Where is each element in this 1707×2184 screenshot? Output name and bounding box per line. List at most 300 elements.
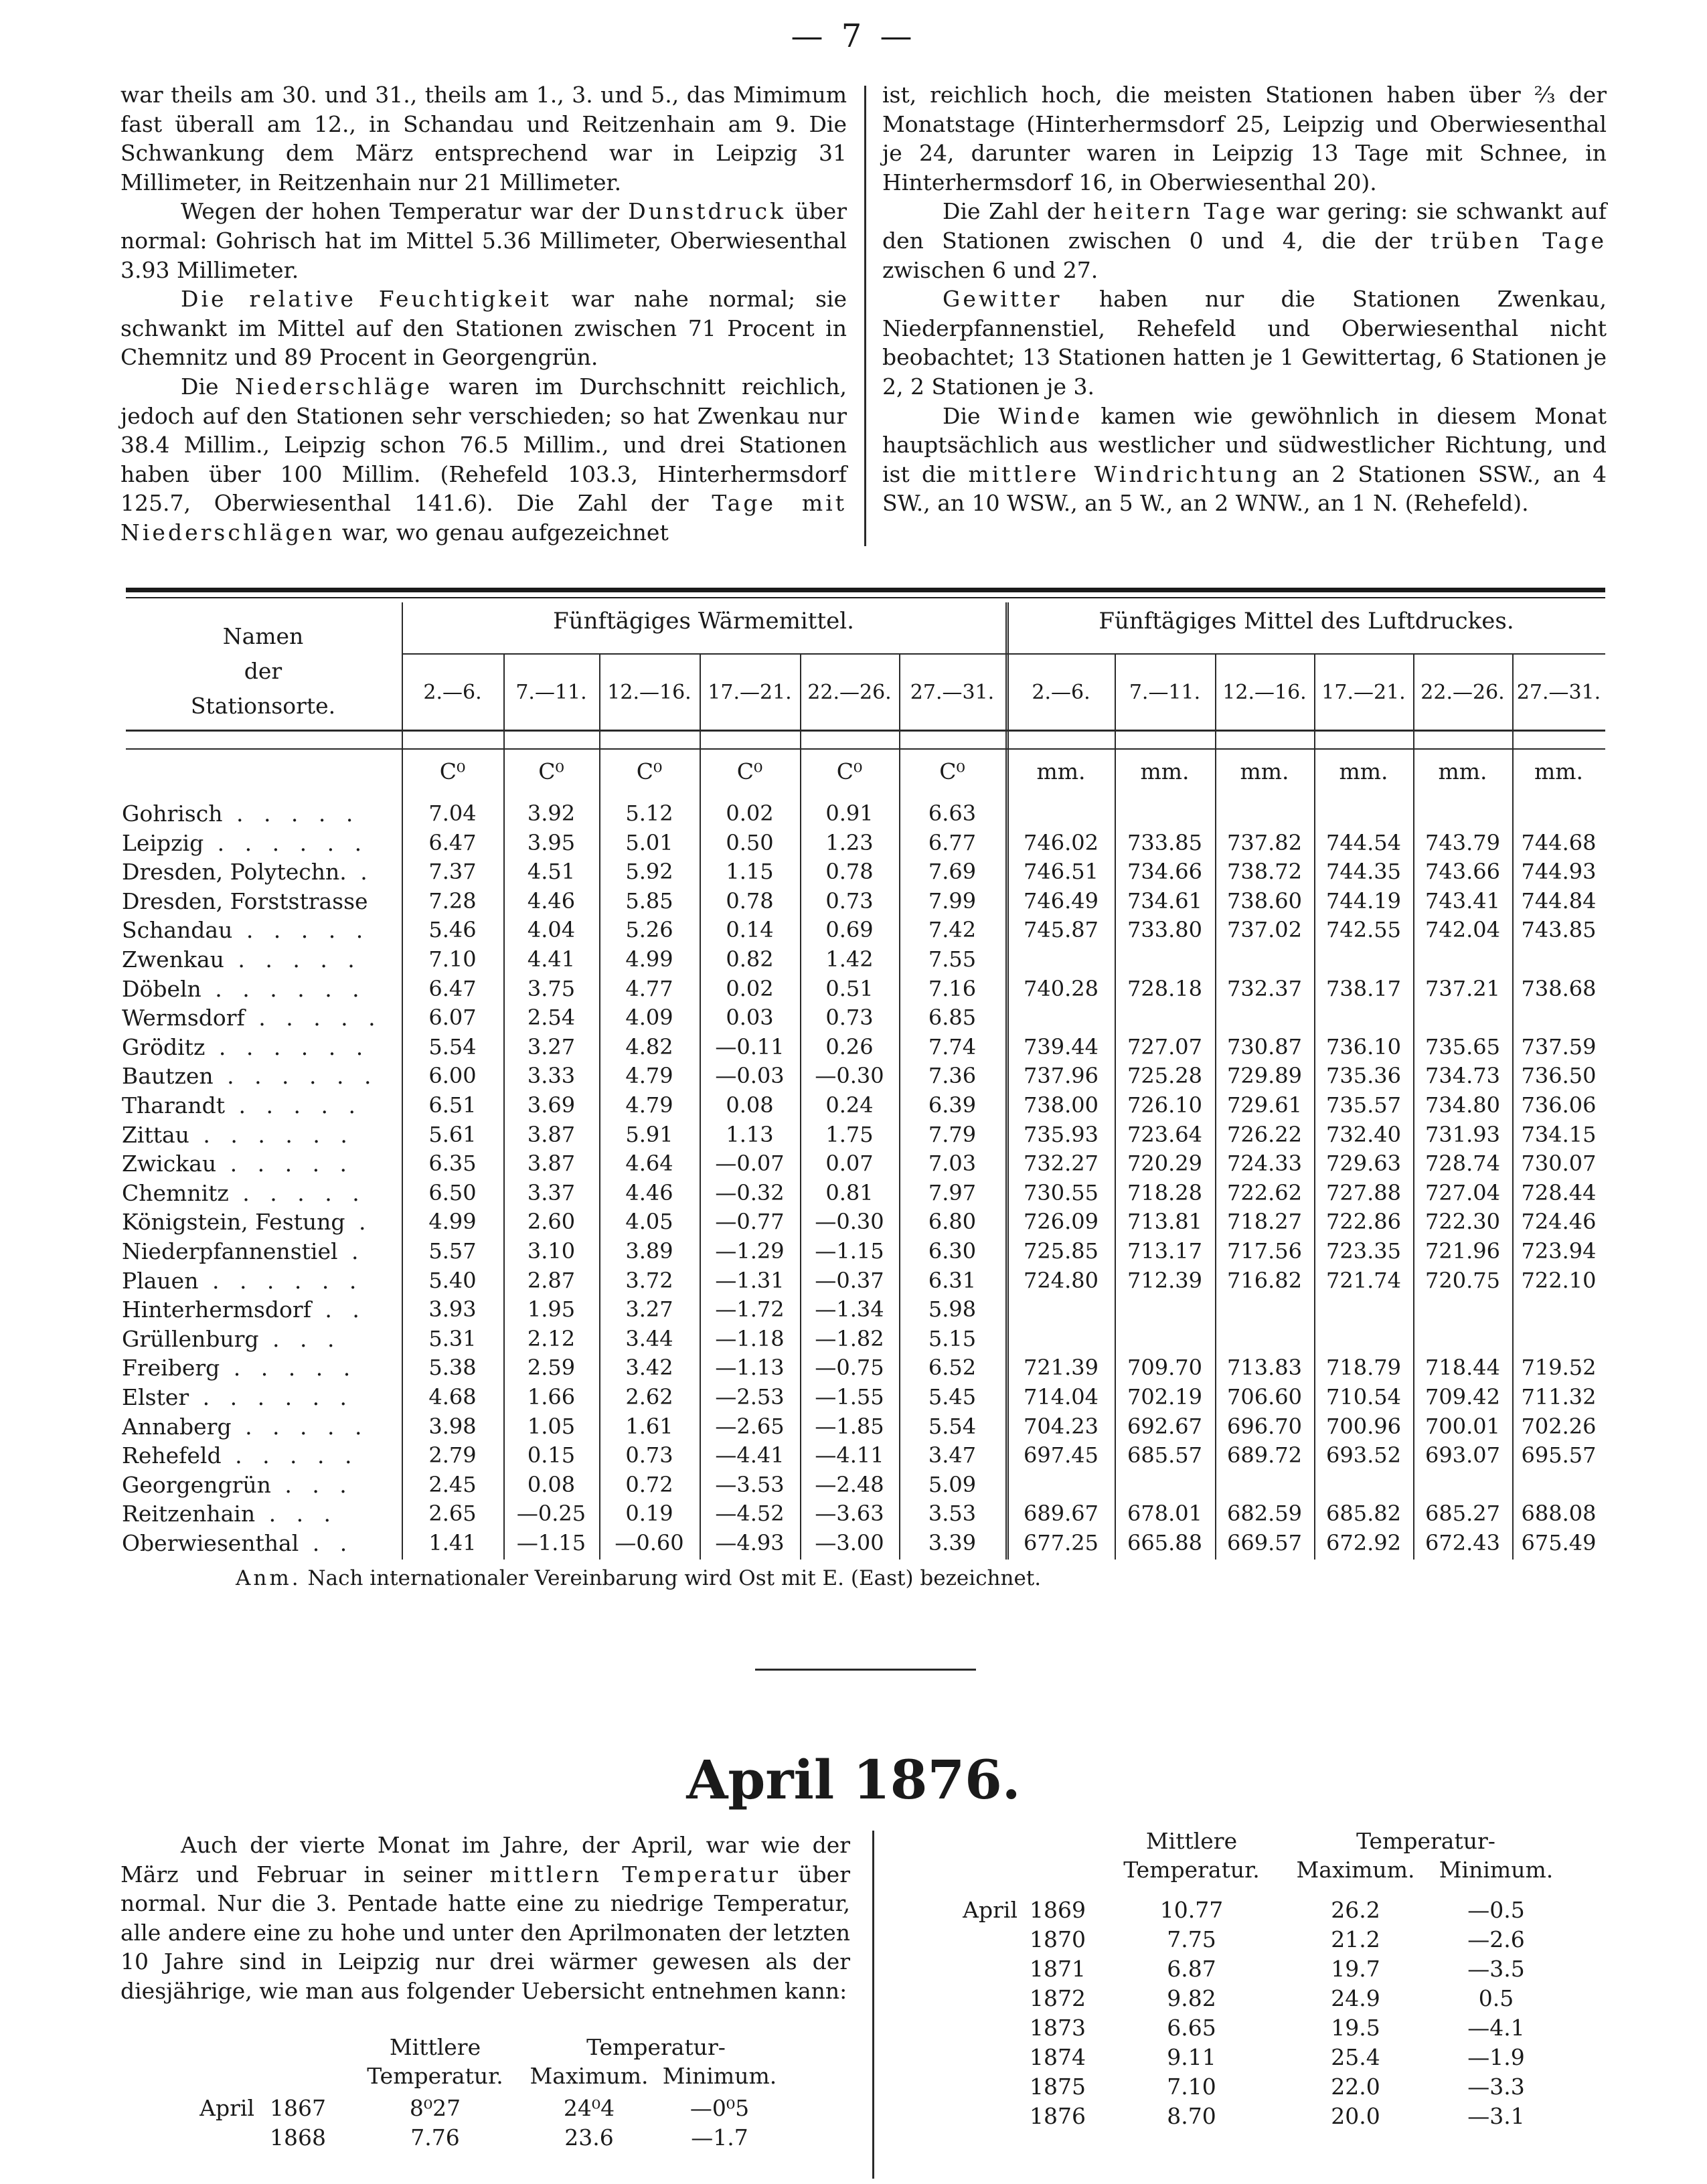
- pressure-value-cell: 743.41: [1425, 888, 1500, 914]
- pressure-value-cell: 716.82: [1227, 1268, 1302, 1293]
- warm-value-cell: —0.75: [815, 1355, 884, 1380]
- pressure-value-cell: 729.63: [1326, 1151, 1401, 1176]
- warm-value-cell: 5.92: [625, 859, 673, 884]
- pressure-value-cell: 719.52: [1521, 1355, 1597, 1380]
- pressure-value-cell: 737.02: [1227, 917, 1302, 942]
- pressure-value-cell: 717.56: [1227, 1238, 1302, 1264]
- warm-value-cell: 5.85: [625, 888, 673, 914]
- min-value-cell: 0.5: [1478, 1985, 1514, 2011]
- pressure-value-cell: 710.54: [1326, 1384, 1401, 1410]
- warm-unit-label: C⁰: [836, 758, 863, 784]
- pressure-period-header: 2.—6.: [1032, 681, 1090, 704]
- warm-value-cell: 7.74: [928, 1034, 977, 1060]
- warm-value-cell: 2.62: [625, 1384, 673, 1410]
- warm-unit-label: C⁰: [636, 758, 663, 784]
- warm-value-cell: 3.42: [625, 1355, 673, 1380]
- warm-value-cell: 5.26: [625, 917, 673, 942]
- pressure-value-cell: 735.57: [1326, 1092, 1401, 1118]
- warm-value-cell: 3.98: [428, 1414, 477, 1439]
- pressure-value-cell: 693.52: [1326, 1442, 1401, 1468]
- pressure-value-cell: 726.09: [1024, 1209, 1099, 1234]
- warm-value-cell: 5.15: [928, 1326, 977, 1351]
- station-name: Zwickau . . . . .: [122, 1151, 354, 1177]
- pressure-value-cell: 734.15: [1521, 1122, 1597, 1147]
- pressure-value-cell: 744.54: [1326, 830, 1401, 855]
- warm-value-cell: 4.99: [625, 946, 673, 972]
- warm-value-cell: 7.03: [928, 1151, 977, 1176]
- april-text-column: [120, 1831, 850, 2006]
- pressure-value-cell: 728.44: [1521, 1180, 1597, 1205]
- pressure-value-cell: 734.61: [1127, 888, 1202, 914]
- station-name: Plauen . . . . . .: [122, 1268, 363, 1294]
- warm-value-cell: —3.63: [815, 1501, 884, 1526]
- max-header: Maximum.: [1296, 1857, 1415, 1883]
- pressure-value-cell: 718.79: [1326, 1355, 1401, 1380]
- extreme-header: Temperatur-: [586, 2034, 726, 2060]
- table-top-rule-thin: [126, 597, 1605, 598]
- pressure-value-cell: 721.96: [1425, 1238, 1500, 1264]
- pressure-value-cell: 745.87: [1024, 917, 1099, 942]
- warm-value-cell: 2.65: [428, 1501, 477, 1526]
- intro-left-column: [120, 80, 847, 548]
- station-name: Rehefeld . . . . .: [122, 1442, 359, 1468]
- pressure-value-cell: 729.61: [1227, 1092, 1302, 1118]
- warm-value-cell: 4.68: [428, 1384, 477, 1410]
- pressure-value-cell: 739.44: [1024, 1034, 1099, 1060]
- warm-value-cell: —3.00: [815, 1530, 884, 1556]
- pressure-value-cell: 738.00: [1024, 1092, 1099, 1118]
- warm-value-cell: —0.77: [715, 1209, 785, 1234]
- warm-value-cell: 7.55: [928, 946, 977, 972]
- warm-value-cell: —0.60: [615, 1530, 684, 1556]
- pressure-value-cell: 737.21: [1425, 976, 1500, 1001]
- station-name: Bautzen . . . . . .: [122, 1063, 378, 1089]
- warm-value-cell: —1.85: [815, 1414, 884, 1439]
- mean-header: Mittlere: [1145, 1828, 1238, 1854]
- pressure-value-cell: 746.02: [1024, 830, 1099, 855]
- warm-value-cell: 5.38: [428, 1355, 477, 1380]
- pressure-value-cell: 735.65: [1425, 1034, 1500, 1060]
- table-note: Anm. Nach internationaler Vereinbarung wird Ost mit E. (East) bezeichnet.: [236, 1566, 1042, 1590]
- station-name: Gröditz . . . . . .: [122, 1034, 370, 1060]
- pressure-value-cell: 700.96: [1326, 1414, 1401, 1439]
- warm-value-cell: —1.55: [815, 1384, 884, 1410]
- unit-top-rule: [126, 748, 1605, 750]
- pressure-value-cell: 732.37: [1227, 976, 1302, 1001]
- warm-value-cell: 0.03: [726, 1005, 774, 1030]
- pressure-value-cell: 723.94: [1521, 1238, 1597, 1264]
- mean-header: Mittlere: [389, 2034, 481, 2060]
- pressure-value-cell: 722.10: [1521, 1268, 1597, 1293]
- warm-value-cell: 4.46: [527, 888, 576, 914]
- names-header: Namen der Stationsorte.: [190, 623, 336, 719]
- pressure-value-cell: 720.29: [1127, 1151, 1202, 1176]
- warm-period-header: 7.—11.: [515, 681, 587, 704]
- pressure-value-cell: 714.04: [1024, 1384, 1099, 1410]
- warm-value-cell: 6.39: [928, 1092, 977, 1118]
- pressure-period-header: 17.—21.: [1321, 681, 1406, 704]
- warm-value-cell: 1.42: [825, 946, 874, 972]
- warm-value-cell: 3.92: [527, 801, 576, 826]
- pressure-value-cell: 685.27: [1425, 1501, 1500, 1526]
- year-cell: 1871: [1030, 1956, 1086, 1982]
- pressure-value-cell: 738.68: [1521, 976, 1597, 1001]
- year-cell: 1870: [1030, 1926, 1086, 1952]
- pressure-value-cell: 746.49: [1024, 888, 1099, 914]
- warm-value-cell: 6.07: [428, 1005, 477, 1030]
- warm-value-cell: 1.15: [726, 859, 774, 884]
- warm-value-cell: 0.07: [825, 1151, 874, 1176]
- max-value-cell: 24.9: [1331, 1985, 1380, 2011]
- warm-value-cell: 1.13: [726, 1122, 774, 1147]
- pressure-value-cell: 734.73: [1425, 1063, 1500, 1088]
- pressure-value-cell: 685.57: [1127, 1442, 1202, 1468]
- pressure-value-cell: 724.33: [1227, 1151, 1302, 1176]
- pressure-value-cell: 746.51: [1024, 859, 1099, 884]
- warm-value-cell: 4.46: [625, 1180, 673, 1205]
- warm-value-cell: 0.82: [726, 946, 774, 972]
- pressure-value-cell: 718.28: [1127, 1180, 1202, 1205]
- pressure-value-cell: 737.82: [1227, 830, 1302, 855]
- pressure-value-cell: 712.39: [1127, 1268, 1202, 1293]
- pressure-value-cell: 702.26: [1521, 1414, 1597, 1439]
- pressure-value-cell: 738.72: [1227, 859, 1302, 884]
- warm-value-cell: 7.42: [928, 917, 977, 942]
- station-name: Dresden, Polytechn. .: [122, 859, 374, 885]
- warm-value-cell: 3.44: [625, 1326, 673, 1351]
- warm-value-cell: 5.45: [928, 1384, 977, 1410]
- warm-value-cell: 3.27: [625, 1296, 673, 1322]
- pressure-value-cell: 689.72: [1227, 1442, 1302, 1468]
- pressure-value-cell: 722.30: [1425, 1209, 1500, 1234]
- pressure-value-cell: 722.62: [1227, 1180, 1302, 1205]
- warm-value-cell: 7.16: [928, 976, 977, 1001]
- warm-value-cell: 3.39: [928, 1530, 977, 1556]
- station-name: Elster . . . . . .: [122, 1384, 354, 1410]
- warm-value-cell: 0.81: [825, 1180, 874, 1205]
- warm-value-cell: 3.87: [527, 1122, 576, 1147]
- barometer-paragraph: war theils am 30. und 31., theils am 1., 3. und 5., das Mimimum fast überall am 12., in Schandau und Reitzenhain am 9. Die Schwankung dem März entsprechend war in Leipzig 31 Millimeter, in Reitzenhain nur 21 Millimeter.: [120, 82, 847, 195]
- pressure-value-cell: 718.27: [1227, 1209, 1302, 1234]
- max-value-cell: 24⁰4: [563, 2095, 615, 2121]
- warm-value-cell: 6.51: [428, 1092, 477, 1118]
- pressure-value-cell: 713.17: [1127, 1238, 1202, 1264]
- warm-value-cell: 1.66: [527, 1384, 576, 1410]
- warm-value-cell: —4.52: [715, 1501, 785, 1526]
- pressure-value-cell: 744.84: [1521, 888, 1597, 914]
- warm-value-cell: —1.29: [715, 1238, 785, 1264]
- warm-value-cell: —0.25: [516, 1501, 586, 1526]
- warm-value-cell: —1.34: [815, 1296, 884, 1322]
- pressure-value-cell: 743.66: [1425, 859, 1500, 884]
- pressure-unit-label: mm.: [1140, 758, 1190, 784]
- warm-value-cell: 3.33: [527, 1063, 576, 1088]
- mean-value-cell: 8⁰27: [409, 2095, 461, 2121]
- pressure-value-cell: 702.19: [1127, 1384, 1202, 1410]
- pressure-value-cell: 743.85: [1521, 917, 1597, 942]
- pressure-period-header: 12.—16.: [1222, 681, 1307, 704]
- table-top-rule: [126, 588, 1605, 592]
- warm-value-cell: 6.63: [928, 801, 977, 826]
- pressure-value-cell: 727.04: [1425, 1180, 1500, 1205]
- pressure-value-cell: 711.32: [1521, 1384, 1597, 1410]
- warm-value-cell: 3.72: [625, 1268, 673, 1293]
- warm-group-header: Fünftägiges Wärmemittel.: [553, 608, 854, 635]
- pressure-value-cell: 693.07: [1425, 1442, 1500, 1468]
- warm-value-cell: 0.73: [825, 1005, 874, 1030]
- warm-value-cell: 2.12: [527, 1326, 576, 1351]
- pressure-value-cell: 727.07: [1127, 1034, 1202, 1060]
- warm-value-cell: 7.69: [928, 859, 977, 884]
- pressure-period-header: 7.—11.: [1129, 681, 1201, 704]
- warm-value-cell: 0.02: [726, 976, 774, 1001]
- month-label: April: [963, 1897, 1018, 1923]
- warm-value-cell: —1.72: [715, 1296, 785, 1322]
- warm-period-header: 17.—21.: [708, 681, 792, 704]
- pressure-value-cell: 692.67: [1127, 1414, 1202, 1439]
- station-name: Schandau . . . . .: [122, 917, 370, 943]
- warm-value-cell: —1.82: [815, 1326, 884, 1351]
- pressure-unit-label: mm.: [1534, 758, 1584, 784]
- warm-value-cell: 7.79: [928, 1122, 977, 1147]
- warm-value-cell: 6.47: [428, 830, 477, 855]
- warm-value-cell: 5.12: [625, 801, 673, 826]
- pressure-value-cell: 724.80: [1024, 1268, 1099, 1293]
- pressure-value-cell: 730.07: [1521, 1151, 1597, 1176]
- year-cell: 1869: [1030, 1897, 1086, 1923]
- pressure-value-cell: 697.45: [1024, 1442, 1099, 1468]
- mean-value-cell: 6.87: [1167, 1956, 1216, 1982]
- warm-value-cell: 6.52: [928, 1355, 977, 1380]
- pressure-value-cell: 724.46: [1521, 1209, 1597, 1234]
- warm-value-cell: —0.30: [815, 1063, 884, 1088]
- pressure-value-cell: 704.23: [1024, 1414, 1099, 1439]
- warm-unit-label: C⁰: [439, 758, 466, 784]
- pressure-value-cell: 736.06: [1521, 1092, 1597, 1118]
- mean-value-cell: 9.82: [1167, 1985, 1216, 2011]
- warm-value-cell: 5.54: [428, 1034, 477, 1060]
- mean-value-cell: 9.11: [1167, 2044, 1216, 2070]
- april-paragraph: Auch der vierte Monat im Jahre, der April, war wie der März und Februar in seiner mittlern Temperatur über normal. Nur die 3. Pentade hatte eine zu niedrige Temperatur, alle andere eine zu hohe und unter den Aprilmonaten der letzten 10 Jahre sind in Leipzig nur drei wärmer gewesen als der diesjährige, wie man aus folgender Uebersicht entnehmen kann:: [120, 1832, 850, 2004]
- min-value-cell: —2.6: [1467, 1926, 1525, 1952]
- heitere-tage-paragraph: Die Zahl der heitern Tage war gering: sie schwankt auf den Stationen zwischen 0 und 4, die der trüben Tage zwischen 6 und 27.: [882, 198, 1607, 283]
- warm-value-cell: 6.85: [928, 1005, 977, 1030]
- warm-value-cell: 1.95: [527, 1296, 576, 1322]
- warm-value-cell: —0.11: [715, 1034, 785, 1060]
- pressure-value-cell: 685.82: [1326, 1501, 1401, 1526]
- intro-right-column: [882, 80, 1607, 518]
- mean-header-2: Temperatur.: [367, 2063, 503, 2089]
- warm-value-cell: 5.98: [928, 1296, 977, 1322]
- pressure-value-cell: 672.43: [1425, 1530, 1500, 1556]
- warm-value-cell: 5.40: [428, 1268, 477, 1293]
- warm-value-cell: 5.46: [428, 917, 477, 942]
- warm-value-cell: 2.45: [428, 1472, 477, 1497]
- station-name: Annaberg . . . . .: [122, 1414, 369, 1440]
- warm-value-cell: 4.77: [625, 976, 673, 1001]
- warm-value-cell: 6.30: [928, 1238, 977, 1264]
- warm-value-cell: 4.64: [625, 1151, 673, 1176]
- year-cell: 1875: [1030, 2074, 1086, 2100]
- warm-value-cell: —4.41: [715, 1442, 785, 1468]
- warm-value-cell: 5.01: [625, 830, 673, 855]
- warm-value-cell: 4.41: [527, 946, 576, 972]
- warm-value-cell: 0.78: [825, 859, 874, 884]
- warm-value-cell: 6.31: [928, 1268, 977, 1293]
- max-value-cell: 19.5: [1331, 2015, 1380, 2041]
- mean-value-cell: 10.77: [1159, 1897, 1224, 1923]
- warm-value-cell: 0.50: [726, 830, 774, 855]
- warm-value-cell: 3.37: [527, 1180, 576, 1205]
- warm-value-cell: 3.27: [527, 1034, 576, 1060]
- warm-value-cell: 0.26: [825, 1034, 874, 1060]
- station-name: Freiberg . . . . .: [122, 1355, 357, 1381]
- warm-value-cell: 4.79: [625, 1092, 673, 1118]
- max-value-cell: 22.0: [1331, 2074, 1380, 2100]
- pressure-value-cell: 727.88: [1326, 1180, 1401, 1205]
- min-value-cell: —4.1: [1467, 2015, 1525, 2041]
- warm-value-cell: 2.87: [527, 1268, 576, 1293]
- max-value-cell: 26.2: [1331, 1897, 1380, 1923]
- pressure-unit-label: mm.: [1240, 758, 1289, 784]
- warm-value-cell: 3.10: [527, 1238, 576, 1264]
- warm-value-cell: 5.57: [428, 1238, 477, 1264]
- warm-value-cell: 2.79: [428, 1442, 477, 1468]
- pressure-value-cell: 723.35: [1326, 1238, 1401, 1264]
- warm-value-cell: 7.37: [428, 859, 477, 884]
- column-divider-top: [864, 86, 866, 546]
- station-name: Chemnitz . . . . .: [122, 1180, 366, 1206]
- warm-value-cell: 6.80: [928, 1209, 977, 1234]
- pressure-value-cell: 682.59: [1227, 1501, 1302, 1526]
- pressure-value-cell: 738.17: [1326, 976, 1401, 1001]
- pressure-value-cell: 742.04: [1425, 917, 1500, 942]
- warm-value-cell: 5.31: [428, 1326, 477, 1351]
- warm-unit-label: C⁰: [538, 758, 564, 784]
- warm-value-cell: —0.07: [715, 1151, 785, 1176]
- warm-value-cell: —1.18: [715, 1326, 785, 1351]
- pressure-value-cell: 726.10: [1127, 1092, 1202, 1118]
- warm-value-cell: 4.04: [527, 917, 576, 942]
- min-value-cell: —3.1: [1467, 2103, 1525, 2129]
- station-name: Gohrisch . . . . .: [122, 801, 360, 827]
- pressure-value-cell: 696.70: [1227, 1414, 1302, 1439]
- warm-value-cell: 4.99: [428, 1209, 477, 1234]
- warm-value-cell: —4.11: [815, 1442, 884, 1468]
- warm-value-cell: —0.03: [715, 1063, 785, 1088]
- pressure-value-cell: 721.39: [1024, 1355, 1099, 1380]
- warm-value-cell: 6.00: [428, 1063, 477, 1088]
- pressure-value-cell: 737.96: [1024, 1063, 1099, 1088]
- year-cell: 1876: [1030, 2103, 1086, 2129]
- pressure-value-cell: 730.55: [1024, 1180, 1099, 1205]
- pressure-value-cell: 732.27: [1024, 1151, 1099, 1176]
- pressure-value-cell: 709.70: [1127, 1355, 1202, 1380]
- pressure-value-cell: 726.22: [1227, 1122, 1302, 1147]
- warm-value-cell: 2.60: [527, 1209, 576, 1234]
- warm-value-cell: —2.53: [715, 1384, 785, 1410]
- warm-value-cell: 2.54: [527, 1005, 576, 1030]
- warm-value-cell: 6.47: [428, 976, 477, 1001]
- warm-value-cell: 0.51: [825, 976, 874, 1001]
- pressure-value-cell: 700.01: [1425, 1414, 1500, 1439]
- warm-value-cell: 5.54: [928, 1414, 977, 1439]
- station-name: Wermsdorf . . . . .: [122, 1005, 382, 1031]
- pressure-value-cell: 665.88: [1127, 1530, 1202, 1556]
- pressure-value-cell: 740.28: [1024, 976, 1099, 1001]
- pressure-value-cell: 744.93: [1521, 859, 1597, 884]
- warm-value-cell: 4.79: [625, 1063, 673, 1088]
- warm-value-cell: —4.93: [715, 1530, 785, 1556]
- station-name: Leipzig . . . . . .: [122, 830, 369, 856]
- pressure-value-cell: 713.83: [1227, 1355, 1302, 1380]
- pressure-value-cell: 725.28: [1127, 1063, 1202, 1088]
- mean-value-cell: 7.75: [1167, 1926, 1216, 1952]
- column-divider-bottom: [872, 1831, 874, 2179]
- warm-value-cell: 0.14: [726, 917, 774, 942]
- pressure-value-cell: 706.60: [1227, 1384, 1302, 1410]
- warm-value-cell: 5.09: [928, 1472, 977, 1497]
- pressure-value-cell: 732.40: [1326, 1122, 1401, 1147]
- max-value-cell: 21.2: [1331, 1926, 1380, 1952]
- regentage-paragraph: ist, reichlich hoch, die meisten Stationen haben über ⅔ der Monatstage (Hinterhermsdorf 25, Leipzig und Oberwiesenthal je 24, darunter waren in Leipzig 13 Tage mit Schnee, in Hinterhermsdorf 16, in Oberwiesenthal 20).: [882, 82, 1607, 195]
- warm-value-cell: —2.48: [815, 1472, 884, 1497]
- warm-value-cell: 5.61: [428, 1122, 477, 1147]
- pressure-value-cell: 729.89: [1227, 1063, 1302, 1088]
- warm-value-cell: 6.35: [428, 1151, 477, 1176]
- warm-value-cell: 3.69: [527, 1092, 576, 1118]
- warm-value-cell: 0.08: [726, 1092, 774, 1118]
- warm-period-header: 12.—16.: [607, 681, 692, 704]
- warm-value-cell: 2.59: [527, 1355, 576, 1380]
- pressure-value-cell: 743.79: [1425, 830, 1500, 855]
- pressure-value-cell: 723.64: [1127, 1122, 1202, 1147]
- warm-value-cell: 1.23: [825, 830, 874, 855]
- warm-value-cell: 4.82: [625, 1034, 673, 1060]
- pressure-value-cell: 721.74: [1326, 1268, 1401, 1293]
- station-name: Hinterhermsdorf . .: [122, 1296, 366, 1323]
- warm-value-cell: 0.15: [527, 1442, 576, 1468]
- min-header: Minimum.: [662, 2063, 777, 2089]
- warm-value-cell: 7.97: [928, 1180, 977, 1205]
- station-name: Zwenkau . . . . .: [122, 946, 361, 973]
- year-cell: 1874: [1030, 2044, 1086, 2070]
- feuchtigkeit-paragraph: Die relative Feuchtigkeit war nahe normal; sie schwankt im Mittel auf den Stationen zwischen 71 Procent in Chemnitz und 89 Procent in Georgengrün.: [120, 286, 847, 371]
- pressure-group-header: Fünftägiges Mittel des Luftdruckes.: [1099, 608, 1514, 635]
- pressure-value-cell: 672.92: [1326, 1530, 1401, 1556]
- warm-value-cell: 1.05: [527, 1414, 576, 1439]
- pressure-value-cell: 725.85: [1024, 1238, 1099, 1264]
- warm-value-cell: 3.47: [928, 1442, 977, 1468]
- mean-value-cell: 7.10: [1167, 2074, 1216, 2100]
- warm-value-cell: 7.28: [428, 888, 477, 914]
- pressure-unit-label: mm.: [1438, 758, 1487, 784]
- min-value-cell: —1.7: [691, 2124, 748, 2151]
- group-header-underline: [402, 653, 1605, 655]
- warm-unit-label: C⁰: [736, 758, 763, 784]
- warm-value-cell: 0.91: [825, 801, 874, 826]
- warm-value-cell: 4.09: [625, 1005, 673, 1030]
- min-value-cell: —0⁰5: [689, 2095, 750, 2121]
- warm-value-cell: 3.93: [428, 1296, 477, 1322]
- max-value-cell: 23.6: [564, 2124, 614, 2151]
- mean-value-cell: 6.65: [1167, 2015, 1216, 2041]
- warm-value-cell: 1.41: [428, 1530, 477, 1556]
- year-cell: 1868: [270, 2124, 326, 2151]
- max-value-cell: 19.7: [1331, 1956, 1380, 1982]
- pressure-value-cell: 689.67: [1024, 1501, 1099, 1526]
- min-value-cell: —3.3: [1467, 2074, 1525, 2100]
